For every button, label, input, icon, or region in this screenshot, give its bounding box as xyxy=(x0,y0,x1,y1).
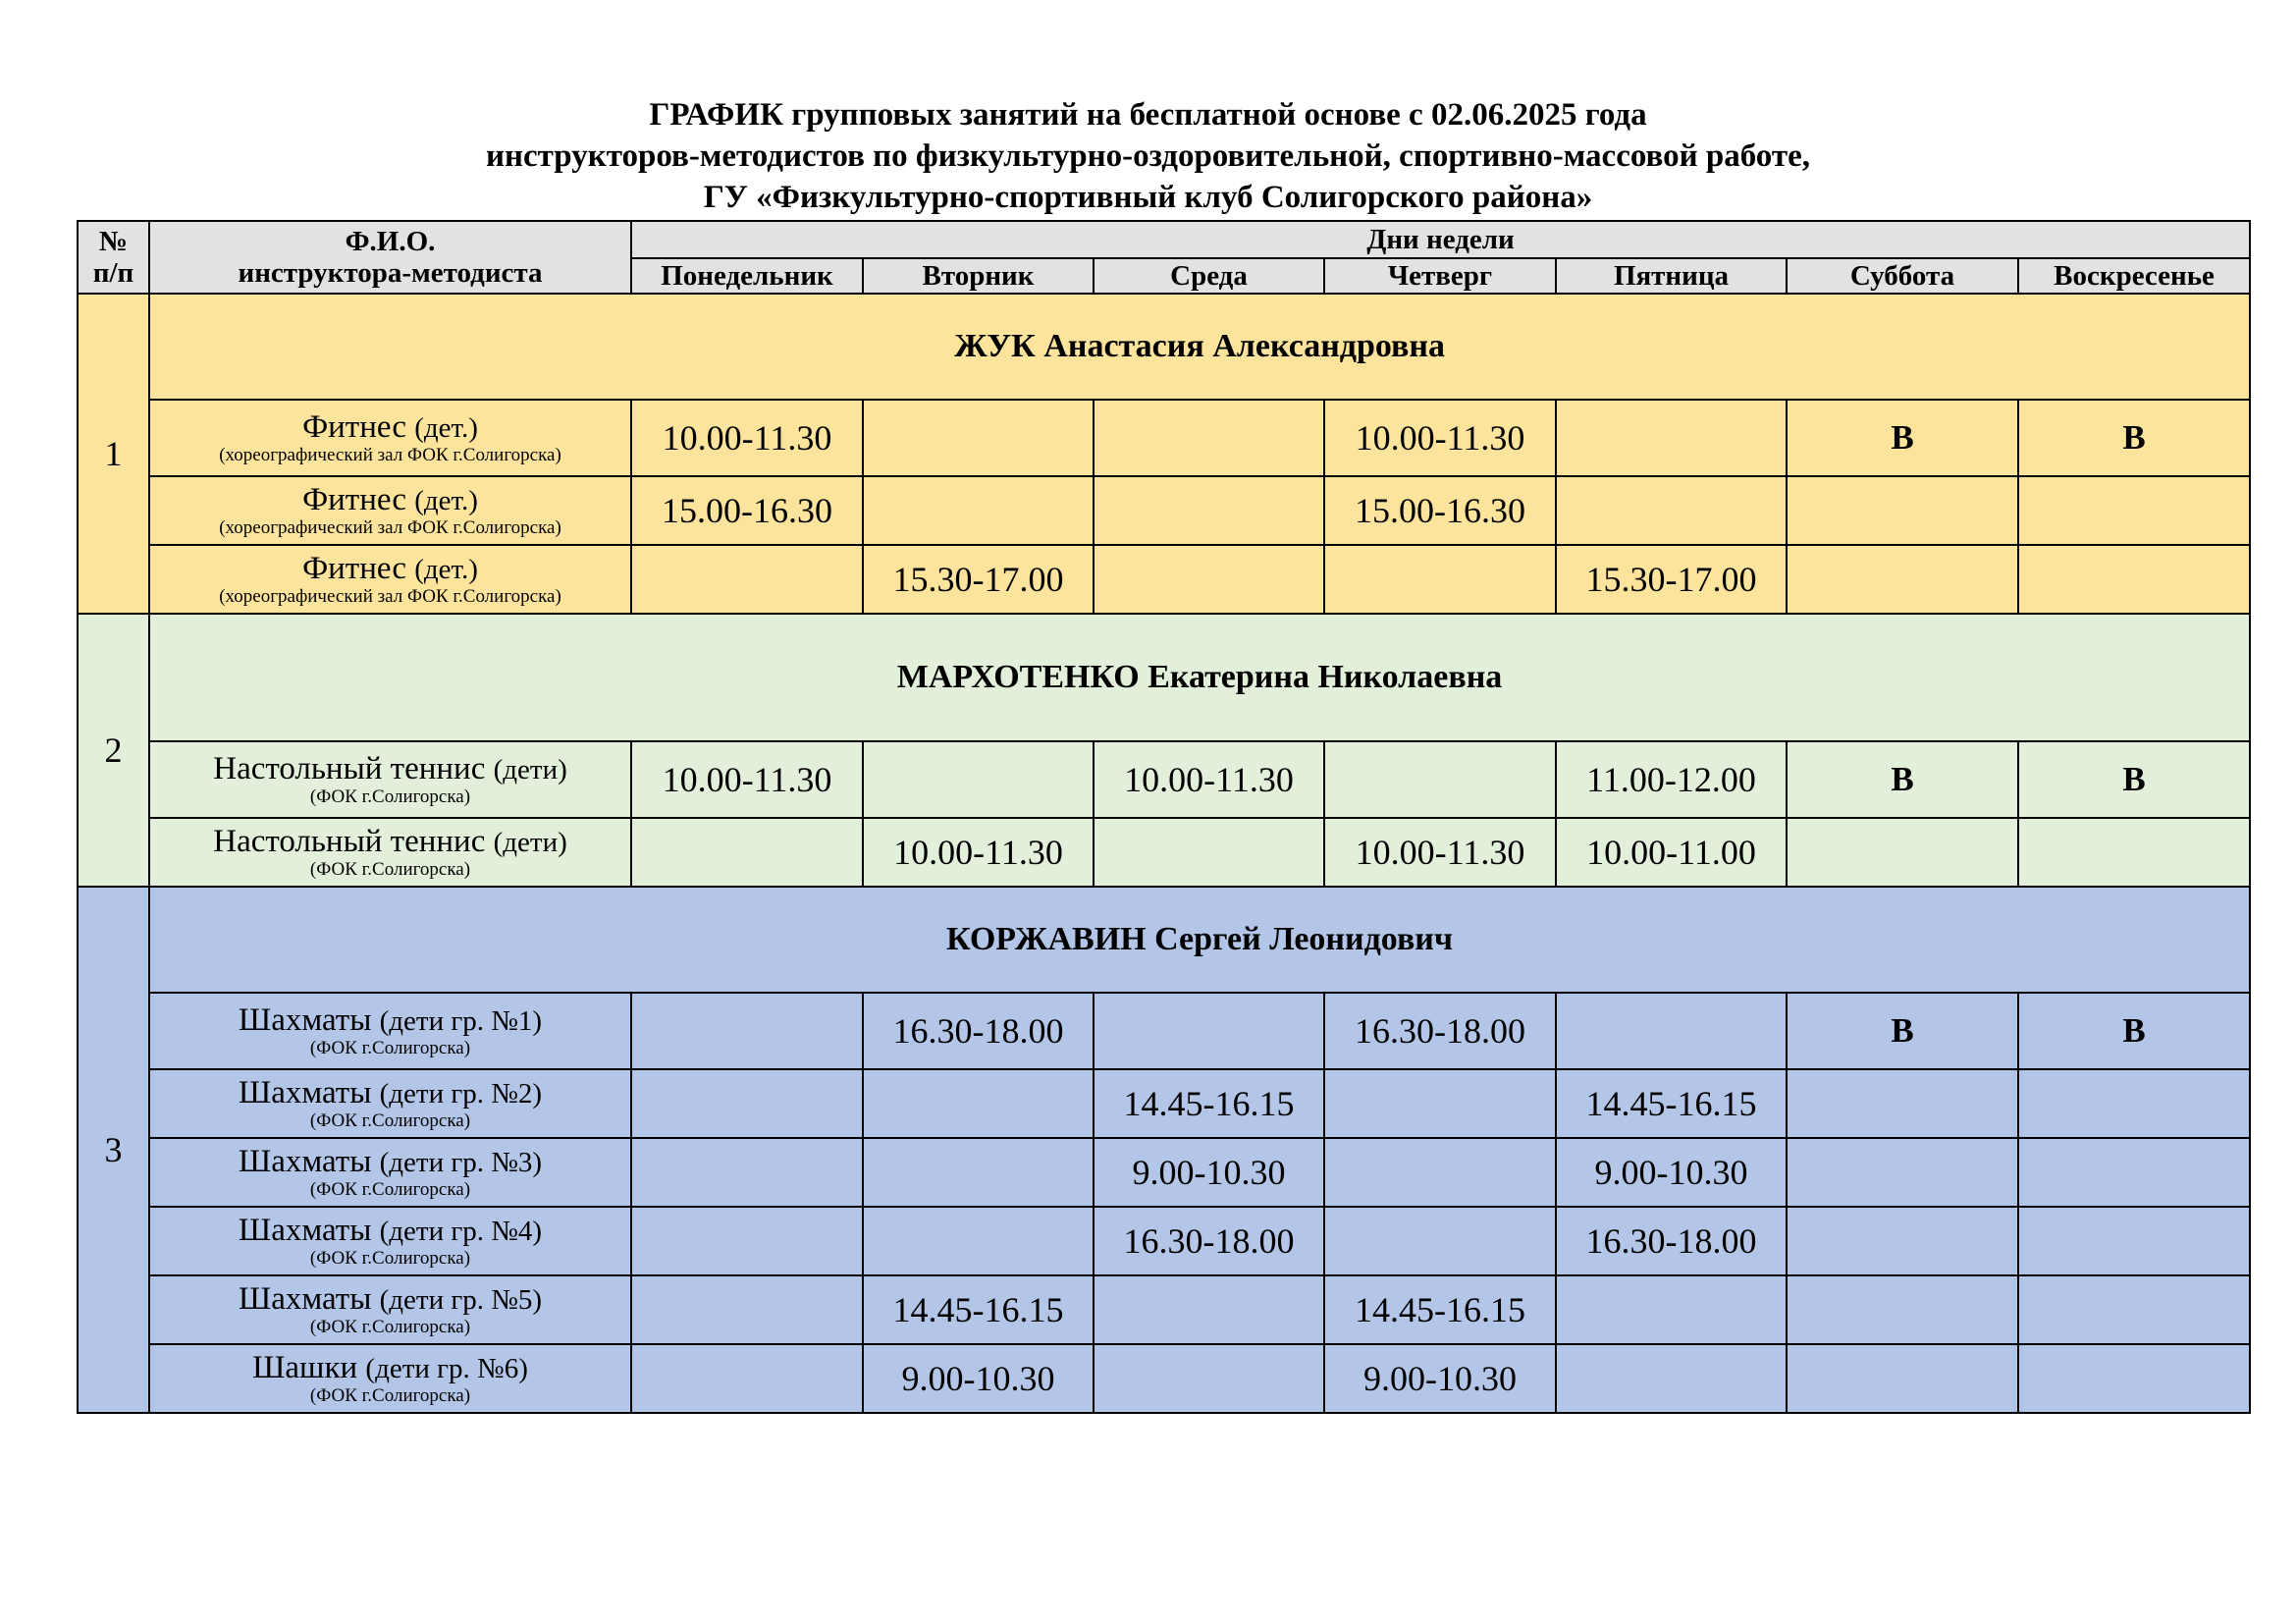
schedule-row xyxy=(78,1207,2250,1275)
time-cell: 14.45-16.15 xyxy=(1556,1069,1787,1138)
time-cell: 14.45-16.15 xyxy=(1094,1069,1324,1138)
day-off-cell xyxy=(2018,545,2250,614)
activity-place: (ФОК г.Солигорска) xyxy=(309,1385,471,1406)
time-cell: 9.00-10.30 xyxy=(863,1344,1094,1413)
header-fio-line1: Ф.И.О. xyxy=(345,226,436,257)
day-off-cell xyxy=(2018,1207,2250,1275)
title-line-1: ГРАФИК групповых занятий на бесплатной основе с 02.06.2025 года xyxy=(649,97,1647,133)
instructor-row xyxy=(78,294,2250,400)
time-cell xyxy=(1324,741,1556,818)
time-cell xyxy=(631,1138,863,1207)
activity-place: (ФОК г.Солигорска) xyxy=(309,1038,471,1058)
day-off-cell xyxy=(2018,818,2250,887)
activity-cell xyxy=(149,1069,631,1138)
activity-line xyxy=(150,1004,630,1037)
header-day: Понедельник xyxy=(631,258,863,294)
activity-place: (хореографический зал ФОК г.Солигорска) xyxy=(219,586,561,607)
day-off-cell xyxy=(1787,1069,2018,1138)
time-cell: 16.30-18.00 xyxy=(1324,993,1556,1069)
activity-line xyxy=(150,753,630,785)
time-cell xyxy=(863,476,1094,545)
header-day: Четверг xyxy=(1324,258,1556,294)
header-number xyxy=(78,221,149,294)
activity-note: (дети гр. №3) xyxy=(379,1147,543,1178)
time-cell xyxy=(1556,476,1787,545)
schedule-table xyxy=(77,220,2251,1414)
document-title xyxy=(0,94,2296,218)
day-off-cell xyxy=(1787,1207,2018,1275)
schedule-row xyxy=(78,400,2250,476)
instructor-name: МАРХОТЕНКО Екатерина Николаевна xyxy=(149,614,2250,741)
activity-cell xyxy=(149,993,631,1069)
activity-place: (ФОК г.Солигорска) xyxy=(309,1179,471,1200)
time-cell: 10.00-11.30 xyxy=(863,818,1094,887)
time-cell xyxy=(1324,545,1556,614)
activity-note: (дети гр. №1) xyxy=(379,1005,543,1037)
time-cell xyxy=(631,545,863,614)
day-off-cell xyxy=(1787,545,2018,614)
time-cell xyxy=(863,741,1094,818)
activity-note: (дети гр. №4) xyxy=(379,1216,543,1247)
activity-line xyxy=(150,1215,630,1247)
activity-line xyxy=(150,553,630,585)
header-day: Суббота xyxy=(1787,258,2018,294)
time-cell xyxy=(1556,993,1787,1069)
activity-place: (ФОК г.Солигорска) xyxy=(309,786,471,807)
activity-name: Шахматы xyxy=(238,1213,372,1248)
instructor-name: ЖУК Анастасия Александровна xyxy=(149,294,2250,400)
time-cell xyxy=(1556,1275,1787,1344)
time-cell: 15.30-17.00 xyxy=(1556,545,1787,614)
activity-line xyxy=(150,411,630,444)
activity-cell xyxy=(149,400,631,476)
day-off-cell xyxy=(1787,1275,2018,1344)
day-off-cell: В xyxy=(2018,400,2250,476)
activity-note: (дет.) xyxy=(414,485,478,516)
time-cell: 10.00-11.30 xyxy=(631,741,863,818)
time-cell: 16.30-18.00 xyxy=(1094,1207,1324,1275)
day-off-cell xyxy=(2018,1275,2250,1344)
time-cell xyxy=(1094,818,1324,887)
time-cell: 9.00-10.30 xyxy=(1324,1344,1556,1413)
time-cell xyxy=(1094,545,1324,614)
schedule-row xyxy=(78,1138,2250,1207)
activity-place: (ФОК г.Солигорска) xyxy=(309,1248,471,1269)
header-day: Среда xyxy=(1094,258,1324,294)
activity-cell xyxy=(149,1275,631,1344)
activity-name: Шахматы xyxy=(238,1075,372,1110)
time-cell xyxy=(1324,1069,1556,1138)
time-cell xyxy=(863,1138,1094,1207)
activity-note: (дети гр. №6) xyxy=(365,1353,528,1384)
header-fio xyxy=(149,221,631,294)
activity-place: (хореографический зал ФОК г.Солигорска) xyxy=(219,517,561,538)
time-cell xyxy=(1094,400,1324,476)
activity-cell xyxy=(149,818,631,887)
header-day: Пятница xyxy=(1556,258,1787,294)
schedule-row xyxy=(78,993,2250,1069)
group-number: 1 xyxy=(78,294,149,614)
time-cell: 9.00-10.30 xyxy=(1094,1138,1324,1207)
time-cell: 10.00-11.00 xyxy=(1556,818,1787,887)
time-cell: 15.00-16.30 xyxy=(1324,476,1556,545)
time-cell: 11.00-12.00 xyxy=(1556,741,1787,818)
instructor-name: КОРЖАВИН Сергей Леонидович xyxy=(149,887,2250,993)
day-off-cell xyxy=(2018,1344,2250,1413)
time-cell xyxy=(631,1344,863,1413)
activity-note: (дети гр. №5) xyxy=(379,1284,543,1316)
schedule-row xyxy=(78,818,2250,887)
activity-line xyxy=(150,1352,630,1384)
time-cell xyxy=(1324,1207,1556,1275)
activity-place: (ФОК г.Солигорска) xyxy=(309,859,471,880)
activity-note: (дети гр. №2) xyxy=(379,1078,543,1110)
day-off-cell xyxy=(1787,1138,2018,1207)
activity-line xyxy=(150,1146,630,1178)
time-cell xyxy=(1556,1344,1787,1413)
header-day: Воскресенье xyxy=(2018,258,2250,294)
schedule-row xyxy=(78,741,2250,818)
activity-place: (ФОК г.Солигорска) xyxy=(309,1317,471,1337)
activity-name: Фитнес xyxy=(302,551,406,586)
activity-name: Шахматы xyxy=(238,1002,372,1038)
time-cell xyxy=(1094,1344,1324,1413)
activity-cell xyxy=(149,1138,631,1207)
time-cell xyxy=(631,818,863,887)
activity-line xyxy=(150,826,630,858)
time-cell: 10.00-11.30 xyxy=(1324,818,1556,887)
time-cell xyxy=(863,1069,1094,1138)
activity-name: Настольный теннис xyxy=(213,751,486,786)
activity-note: (дети) xyxy=(493,827,567,858)
time-cell xyxy=(1094,1275,1324,1344)
day-off-cell xyxy=(1787,476,2018,545)
day-off-cell xyxy=(1787,1344,2018,1413)
time-cell xyxy=(1324,1138,1556,1207)
time-cell: 16.30-18.00 xyxy=(1556,1207,1787,1275)
time-cell: 14.45-16.15 xyxy=(1324,1275,1556,1344)
activity-note: (дети) xyxy=(493,754,567,785)
activity-name: Фитнес xyxy=(302,482,406,517)
activity-line xyxy=(150,1077,630,1110)
schedule-row xyxy=(78,1275,2250,1344)
time-cell xyxy=(1094,993,1324,1069)
header-number-line2: п/п xyxy=(92,257,134,289)
group-number: 3 xyxy=(78,887,149,1413)
activity-cell xyxy=(149,1207,631,1275)
header-days-label: Дни недели xyxy=(631,221,2250,258)
instructor-row xyxy=(78,887,2250,993)
activity-name: Шахматы xyxy=(238,1144,372,1179)
time-cell xyxy=(631,993,863,1069)
activity-name: Настольный теннис xyxy=(213,824,486,859)
day-off-cell xyxy=(2018,1138,2250,1207)
title-line-3: ГУ «Физкультурно-спортивный клуб Солигорского района» xyxy=(703,180,1593,215)
title-line-2: инструкторов-методистов по физкультурно-оздоровительной, спортивно-массовой работе, xyxy=(486,138,1810,174)
day-off-cell xyxy=(2018,476,2250,545)
time-cell: 15.30-17.00 xyxy=(863,545,1094,614)
time-cell: 10.00-11.30 xyxy=(631,400,863,476)
schedule-row xyxy=(78,476,2250,545)
time-cell xyxy=(631,1207,863,1275)
time-cell: 10.00-11.30 xyxy=(1324,400,1556,476)
activity-note: (дет.) xyxy=(414,554,478,585)
time-cell: 14.45-16.15 xyxy=(863,1275,1094,1344)
activity-line xyxy=(150,1283,630,1316)
time-cell: 15.00-16.30 xyxy=(631,476,863,545)
activity-cell xyxy=(149,741,631,818)
header-number-line1: № xyxy=(98,226,129,257)
schedule-row xyxy=(78,1344,2250,1413)
day-off-cell xyxy=(1787,818,2018,887)
day-off-cell: В xyxy=(2018,993,2250,1069)
activity-note: (дет.) xyxy=(414,412,478,444)
time-cell xyxy=(1094,476,1324,545)
activity-cell xyxy=(149,476,631,545)
time-cell xyxy=(631,1275,863,1344)
time-cell xyxy=(631,1069,863,1138)
instructor-row xyxy=(78,614,2250,741)
activity-name: Шашки xyxy=(252,1350,358,1385)
header-fio-line2: инструктора-методиста xyxy=(238,257,543,289)
time-cell xyxy=(863,400,1094,476)
activity-line xyxy=(150,484,630,516)
activity-place: (ФОК г.Солигорска) xyxy=(309,1110,471,1131)
time-cell xyxy=(863,1207,1094,1275)
day-off-cell: В xyxy=(1787,741,2018,818)
time-cell: 10.00-11.30 xyxy=(1094,741,1324,818)
activity-name: Фитнес xyxy=(302,409,406,445)
time-cell: 9.00-10.30 xyxy=(1556,1138,1787,1207)
day-off-cell xyxy=(2018,1069,2250,1138)
group-number: 2 xyxy=(78,614,149,887)
activity-cell xyxy=(149,545,631,614)
time-cell xyxy=(1556,400,1787,476)
day-off-cell: В xyxy=(1787,993,2018,1069)
header-day: Вторник xyxy=(863,258,1094,294)
day-off-cell: В xyxy=(1787,400,2018,476)
schedule-row xyxy=(78,545,2250,614)
activity-name: Шахматы xyxy=(238,1281,372,1317)
time-cell: 16.30-18.00 xyxy=(863,993,1094,1069)
activity-cell xyxy=(149,1344,631,1413)
schedule-row xyxy=(78,1069,2250,1138)
activity-place: (хореографический зал ФОК г.Солигорска) xyxy=(219,445,561,465)
day-off-cell: В xyxy=(2018,741,2250,818)
